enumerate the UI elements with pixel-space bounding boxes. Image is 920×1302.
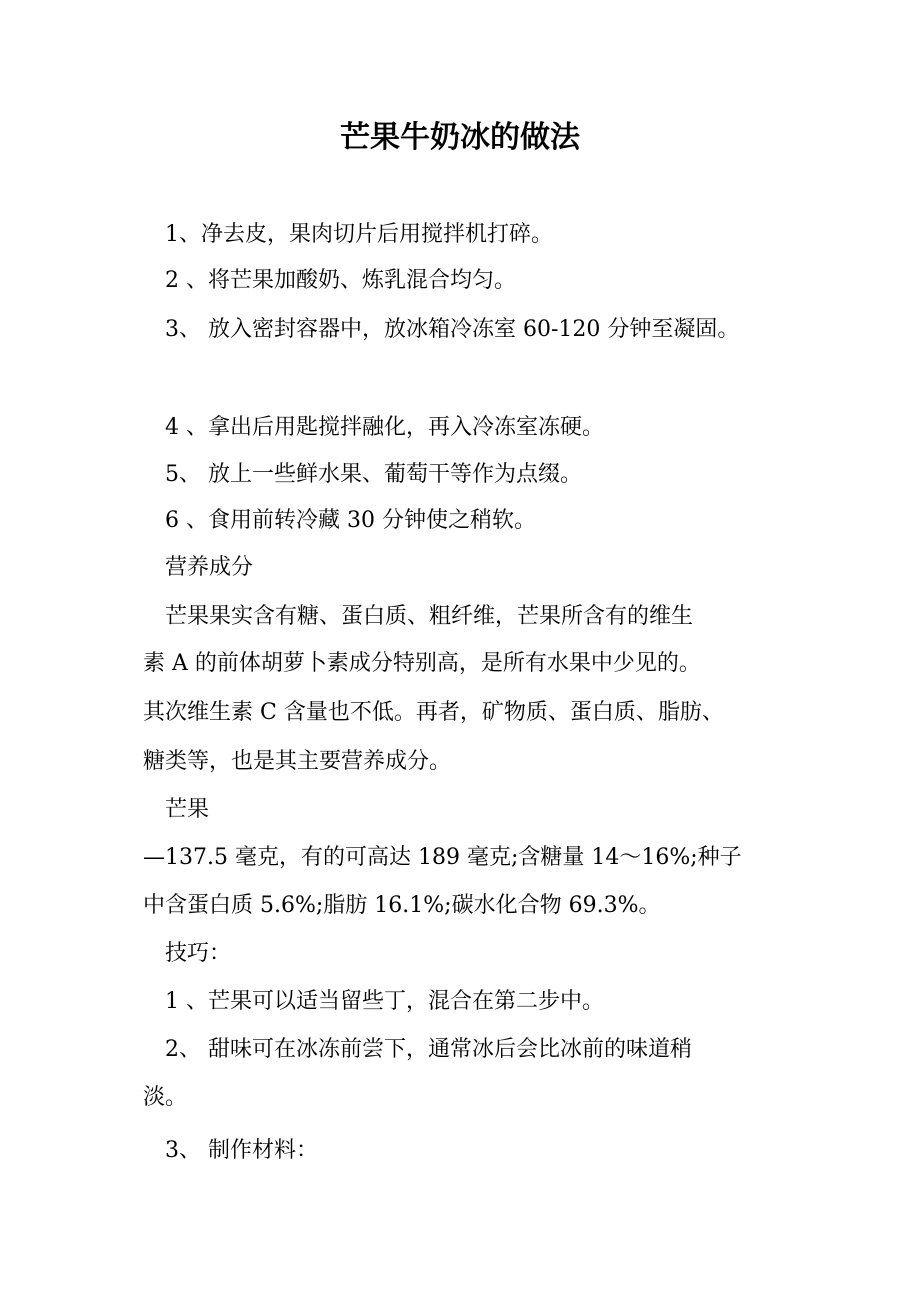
step-5: 5、 放上一些鲜水果、葡萄干等作为点缀。 xyxy=(165,462,582,487)
paragraph-line: 芒果 xyxy=(165,797,210,822)
step-3: 3、 放入密封容器中，放冰箱冷冻室 60-120 分钟至凝固。 xyxy=(165,317,740,342)
tip-1: 1 、芒果可以适当留些丁，混合在第二步中。 xyxy=(165,989,604,1014)
paragraph-line: —137.5 毫克，有的可高达 189 毫克;含糖量 14～16%;种子 xyxy=(143,845,742,870)
paragraph-line: 素 A 的前体胡萝卜素成分特别高，是所有水果中少见的。 xyxy=(143,651,701,676)
step-6: 6 、食用前转冷藏 30 分钟使之稍软。 xyxy=(165,508,536,533)
paragraph-line: 其次维生素 C 含量也不低。再者，矿物质、蛋白质、脂肪、 xyxy=(143,700,724,725)
paragraph-line: 中含蛋白质 5.6%;脂肪 16.1%;碳水化合物 69.3%。 xyxy=(143,893,661,918)
step-4: 4 、拿出后用匙搅拌融化，再入冷冻室冻硬。 xyxy=(165,415,604,440)
paragraph-line: 糖类等，也是其主要营养成分。 xyxy=(143,749,452,774)
document-title: 芒果牛奶冰的做法 xyxy=(340,120,580,155)
step-1: 1、净去皮，果肉切片后用搅拌机打碎。 xyxy=(165,222,553,247)
tip-2: 2、 甜味可在冰冻前尝下，通常冰后会比冰前的味道稍 xyxy=(165,1037,692,1062)
step-2: 2 、将芒果加酸奶、炼乳混合均匀。 xyxy=(165,268,516,293)
tip-2-continued: 淡。 xyxy=(143,1085,188,1110)
nutrition-heading: 营养成分 xyxy=(165,555,254,580)
paragraph-line: 芒果果实含有糖、蛋白质、粗纤维，芒果所含有的维生 xyxy=(165,604,694,629)
tips-heading: 技巧： xyxy=(165,941,232,966)
tip-3: 3、 制作材料： xyxy=(165,1138,318,1163)
